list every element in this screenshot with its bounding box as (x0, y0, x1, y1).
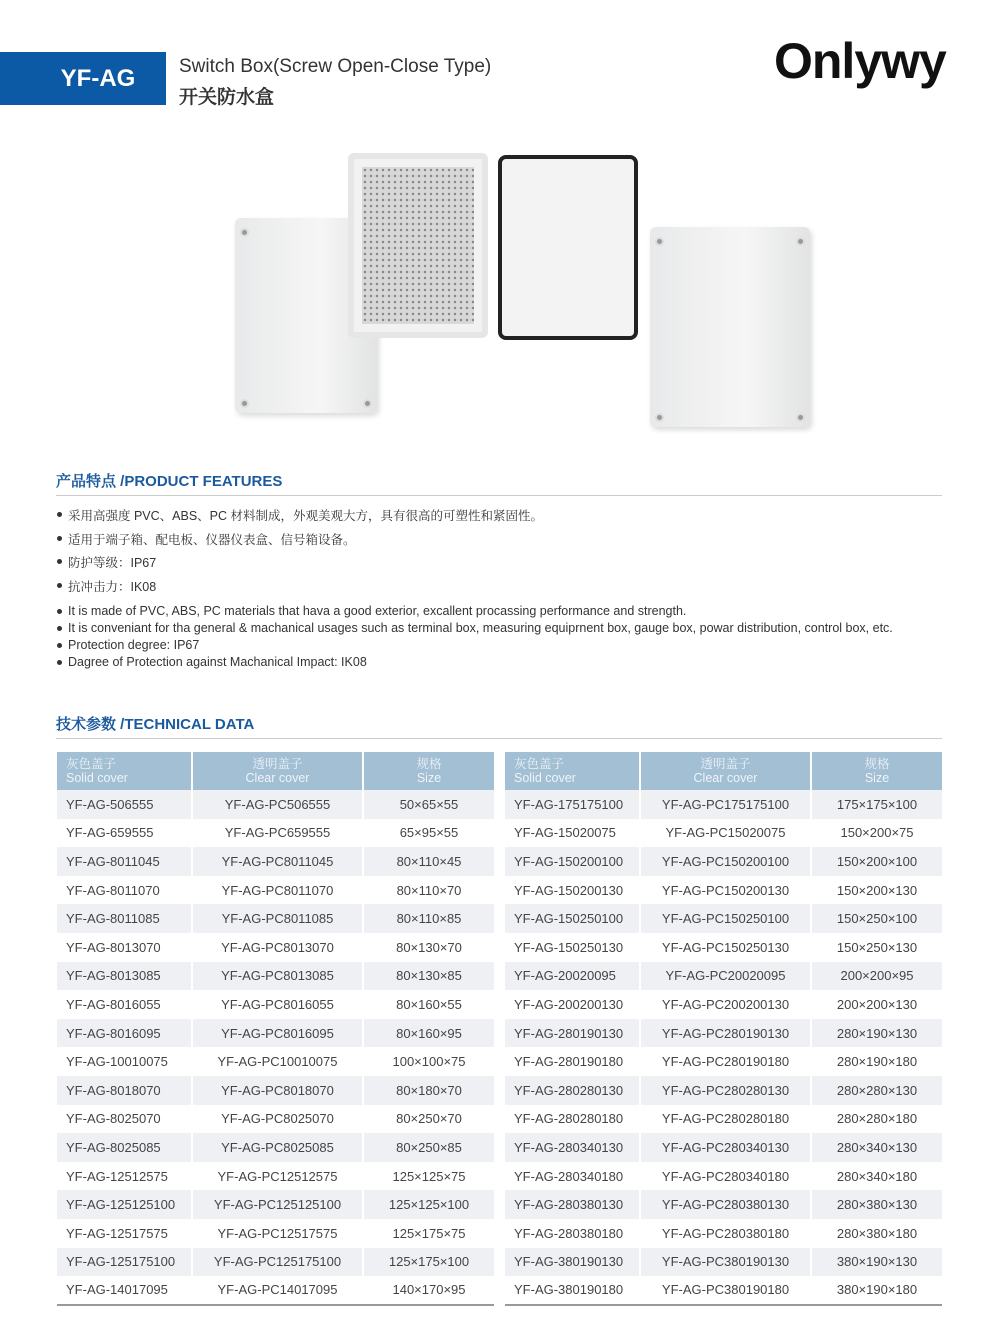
table-cell: YF-AG-200200130 (505, 990, 640, 1019)
table-row (505, 1276, 942, 1305)
table-cell: YF-AG-280280130 (505, 1076, 640, 1105)
divider (56, 738, 942, 739)
table-cell: YF-AG-PC150250130 (640, 933, 811, 962)
table-cell: YF-AG-PC150200130 (640, 876, 811, 905)
table-row (57, 876, 494, 905)
feature-cn: 防护等级：IP67 (57, 553, 893, 577)
table-cell: YF-AG-20020095 (505, 962, 640, 991)
table-cell: 200×200×130 (836, 996, 918, 1012)
table-cell: 125×125×100 (363, 1190, 494, 1219)
table-cell: 80×250×85 (363, 1133, 494, 1162)
table-cell: 80×130×70 (396, 939, 462, 955)
table-cell: YF-AG-PC125125100 (192, 1190, 363, 1219)
column-header: 灰色盖子 Solid cover (57, 752, 192, 790)
table-row (505, 1019, 942, 1048)
table-cell: 380×190×130 (811, 1248, 942, 1277)
table-row (57, 1190, 494, 1219)
table-cell: 80×110×70 (396, 882, 462, 898)
feature-cn: 采用高强度 PVC、ABS、PC 材料制成，外观美观大方，具有很高的可塑性和紧固性。 (57, 506, 893, 530)
table-cell: YF-AG-12512575 (57, 1162, 192, 1191)
table-cell: YF-AG-150250130 (505, 933, 640, 962)
table-row (57, 990, 494, 1019)
table-cell: YF-AG-PC150200100 (640, 847, 811, 876)
column-header: 灰色盖子 Solid cover (505, 752, 640, 790)
product-photo (230, 150, 820, 470)
table-cell: YF-AG-PC8013070 (192, 933, 363, 962)
table-row (505, 1190, 942, 1219)
table-cell: 80×160×95 (363, 1019, 494, 1048)
table-row (57, 933, 494, 962)
table-cell: 280×380×180 (836, 1225, 918, 1241)
column-header: 规格 Size (363, 752, 494, 790)
table-cell: YF-AG-PC280380180 (640, 1219, 811, 1248)
table-cell: YF-AG-PC8018070 (192, 1076, 363, 1105)
table-cell: YF-AG-PC12512575 (192, 1162, 363, 1191)
table-cell: 65×95×55 (399, 825, 459, 841)
table-cell: YF-AG-PC280190180 (640, 1047, 811, 1076)
table-cell: YF-AG-280340180 (505, 1162, 640, 1191)
column-header: 透明盖子 Clear cover (192, 752, 363, 790)
table-cell: YF-AG-PC8011085 (192, 904, 363, 933)
table-cell: YF-AG-8016095 (57, 1019, 192, 1048)
table-row (505, 933, 942, 962)
table-cell: 150×250×100 (811, 904, 942, 933)
table-cell: 175×175×100 (811, 790, 942, 819)
divider (56, 495, 942, 496)
features-list (57, 506, 893, 671)
table-cell: YF-AG-8025085 (57, 1133, 192, 1162)
table-row (57, 790, 494, 819)
table-row (57, 1276, 494, 1305)
table-row (505, 1076, 942, 1105)
table-row (505, 819, 942, 848)
table-cell: 125×175×100 (363, 1248, 494, 1277)
table-cell: YF-AG-PC280380130 (640, 1190, 811, 1219)
table-row (57, 962, 494, 991)
table-row (57, 1076, 494, 1105)
table-cell: YF-AG-PC280340180 (640, 1162, 811, 1191)
table-cell: 280×190×130 (811, 1019, 942, 1048)
table-cell: YF-AG-PC659555 (192, 819, 363, 848)
product-title-cn: 开关防水盒 (179, 87, 275, 108)
table-cell: YF-AG-280340130 (505, 1133, 640, 1162)
table-cell: YF-AG-8016055 (57, 990, 192, 1019)
feature-en: Protection degree: IP67 (57, 637, 893, 654)
model-code-badge: YF-AG (0, 52, 166, 105)
table-row (57, 1248, 494, 1277)
brand-logo: Onlywy (774, 33, 946, 89)
table-cell: YF-AG-PC380190180 (640, 1276, 811, 1305)
open-box-base (348, 153, 488, 338)
table-row (505, 1248, 942, 1277)
table-cell: 380×190×180 (811, 1276, 942, 1305)
table-cell: 50×65×55 (363, 790, 494, 819)
table-row (505, 1219, 942, 1248)
table-cell: YF-AG-8011070 (57, 876, 192, 905)
column-header: 规格 Size (811, 752, 942, 790)
table-cell: YF-AG-PC150250100 (640, 904, 811, 933)
table-cell: 80×110×45 (363, 847, 494, 876)
table-cell: 150×200×130 (836, 882, 918, 898)
table-cell: YF-AG-659555 (57, 819, 192, 848)
table-cell: 200×200×95 (811, 962, 942, 991)
table-cell: 80×250×70 (396, 1111, 462, 1127)
feature-en: Dagree of Protection against Machanical Impact: IK08 (57, 654, 893, 671)
table-cell: 80×160×55 (396, 996, 462, 1012)
table-cell: YF-AG-8011085 (57, 904, 192, 933)
table-cell: YF-AG-PC8013085 (192, 962, 363, 991)
table-row (505, 1105, 942, 1134)
column-header: 透明盖子 Clear cover (640, 752, 811, 790)
table-cell: YF-AG-380190130 (505, 1248, 640, 1277)
table-cell: YF-AG-125175100 (57, 1248, 192, 1277)
table-cell: 280×380×130 (811, 1190, 942, 1219)
table-cell: 280×280×130 (811, 1076, 942, 1105)
table-cell: YF-AG-380190180 (505, 1276, 640, 1305)
table-cell: YF-AG-PC280280130 (640, 1076, 811, 1105)
table-cell: 150×200×75 (840, 825, 914, 841)
table-row (57, 1047, 494, 1076)
table-row (505, 904, 942, 933)
table-row (505, 1133, 942, 1162)
table-cell: YF-AG-PC8011045 (192, 847, 363, 876)
table-cell: YF-AG-PC380190130 (640, 1248, 811, 1277)
table-cell: YF-AG-125125100 (57, 1190, 192, 1219)
table-cell: YF-AG-PC14017095 (192, 1276, 363, 1305)
table-cell: 280×190×180 (836, 1054, 918, 1070)
table-cell: YF-AG-PC15020075 (640, 819, 811, 848)
table-cell: YF-AG-8013070 (57, 933, 192, 962)
table-row (57, 1162, 494, 1191)
table-cell: 280×340×180 (836, 1168, 918, 1184)
table-cell: 80×130×85 (363, 962, 494, 991)
table-cell: YF-AG-PC506555 (192, 790, 363, 819)
table-cell: 150×250×130 (836, 939, 918, 955)
product-title-en: Switch Box(Screw Open-Close Type) (179, 56, 492, 77)
table-cell: YF-AG-PC125175100 (192, 1248, 363, 1277)
table-row (505, 876, 942, 905)
table-row (505, 1047, 942, 1076)
table-cell: YF-AG-PC8016095 (192, 1019, 363, 1048)
table-row (57, 1133, 494, 1162)
table-cell: YF-AG-PC20020095 (640, 962, 811, 991)
table-cell: 125×125×75 (392, 1168, 466, 1184)
table-cell: YF-AG-280280180 (505, 1105, 640, 1134)
spec-table-right (505, 752, 942, 1306)
table-cell: 80×110×85 (363, 904, 494, 933)
table-cell: YF-AG-PC8025085 (192, 1133, 363, 1162)
table-cell: YF-AG-280380180 (505, 1219, 640, 1248)
table-header-row (57, 752, 494, 790)
table-cell: YF-AG-150200130 (505, 876, 640, 905)
table-cell: YF-AG-PC8016055 (192, 990, 363, 1019)
table-cell: YF-AG-280190180 (505, 1047, 640, 1076)
table-row (505, 790, 942, 819)
spec-table-left (57, 752, 494, 1306)
table-cell: 80×180×70 (363, 1076, 494, 1105)
table-cell: YF-AG-PC280280180 (640, 1105, 811, 1134)
table-cell: YF-AG-150200100 (505, 847, 640, 876)
table-row (505, 847, 942, 876)
table-row (57, 1019, 494, 1048)
table-cell: YF-AG-14017095 (57, 1276, 192, 1305)
table-cell: YF-AG-12517575 (57, 1219, 192, 1248)
table-cell: YF-AG-PC8011070 (192, 876, 363, 905)
table-cell: YF-AG-175175100 (505, 790, 640, 819)
feature-en: It is conveniant for tha general & machanical usages such as terminal box, measuring equiprnent box, gauge box, powar distribution, control box, etc. (57, 620, 893, 637)
table-row (505, 962, 942, 991)
table-cell: 280×340×130 (811, 1133, 942, 1162)
table-cell: YF-AG-506555 (57, 790, 192, 819)
table-cell: YF-AG-15020075 (505, 819, 640, 848)
table-row (57, 847, 494, 876)
table-cell: YF-AG-PC10010075 (192, 1047, 363, 1076)
table-cell: YF-AG-PC175175100 (640, 790, 811, 819)
feature-cn: 适用于端子箱、配电板、仪器仪表盒、信号箱设备。 (57, 530, 893, 554)
clear-lid (498, 155, 638, 340)
features-title: 产品特点 /PRODUCT FEATURES (56, 473, 283, 490)
table-cell: YF-AG-PC280340130 (640, 1133, 811, 1162)
closed-box-right (650, 227, 810, 427)
table-cell: 150×200×100 (811, 847, 942, 876)
feature-en: It is made of PVC, ABS, PC materials that hava a good exterior, excallent procassing performance and strength. (57, 603, 893, 620)
table-header-row (505, 752, 942, 790)
table-cell: YF-AG-150250100 (505, 904, 640, 933)
table-cell: YF-AG-8013085 (57, 962, 192, 991)
table-cell: YF-AG-280380130 (505, 1190, 640, 1219)
table-cell: 140×170×95 (363, 1276, 494, 1305)
technical-title: 技术参数 /TECHNICAL DATA (56, 716, 255, 733)
table-cell: YF-AG-8011045 (57, 847, 192, 876)
table-cell: YF-AG-280190130 (505, 1019, 640, 1048)
table-cell: YF-AG-8018070 (57, 1076, 192, 1105)
table-cell: YF-AG-8025070 (57, 1105, 192, 1134)
table-cell: YF-AG-PC200200130 (640, 990, 811, 1019)
table-cell: 100×100×75 (392, 1054, 466, 1070)
table-row (57, 1219, 494, 1248)
table-row (57, 1105, 494, 1134)
table-cell: YF-AG-PC12517575 (192, 1219, 363, 1248)
table-cell: 125×175×75 (392, 1225, 466, 1241)
table-row (57, 819, 494, 848)
feature-cn: 抗冲击力：IK08 (57, 577, 893, 601)
table-cell: YF-AG-10010075 (57, 1047, 192, 1076)
table-cell: 280×280×180 (836, 1111, 918, 1127)
table-cell: YF-AG-PC8025070 (192, 1105, 363, 1134)
table-row (57, 904, 494, 933)
table-cell: YF-AG-PC280190130 (640, 1019, 811, 1048)
table-row (505, 1162, 942, 1191)
table-row (505, 990, 942, 1019)
